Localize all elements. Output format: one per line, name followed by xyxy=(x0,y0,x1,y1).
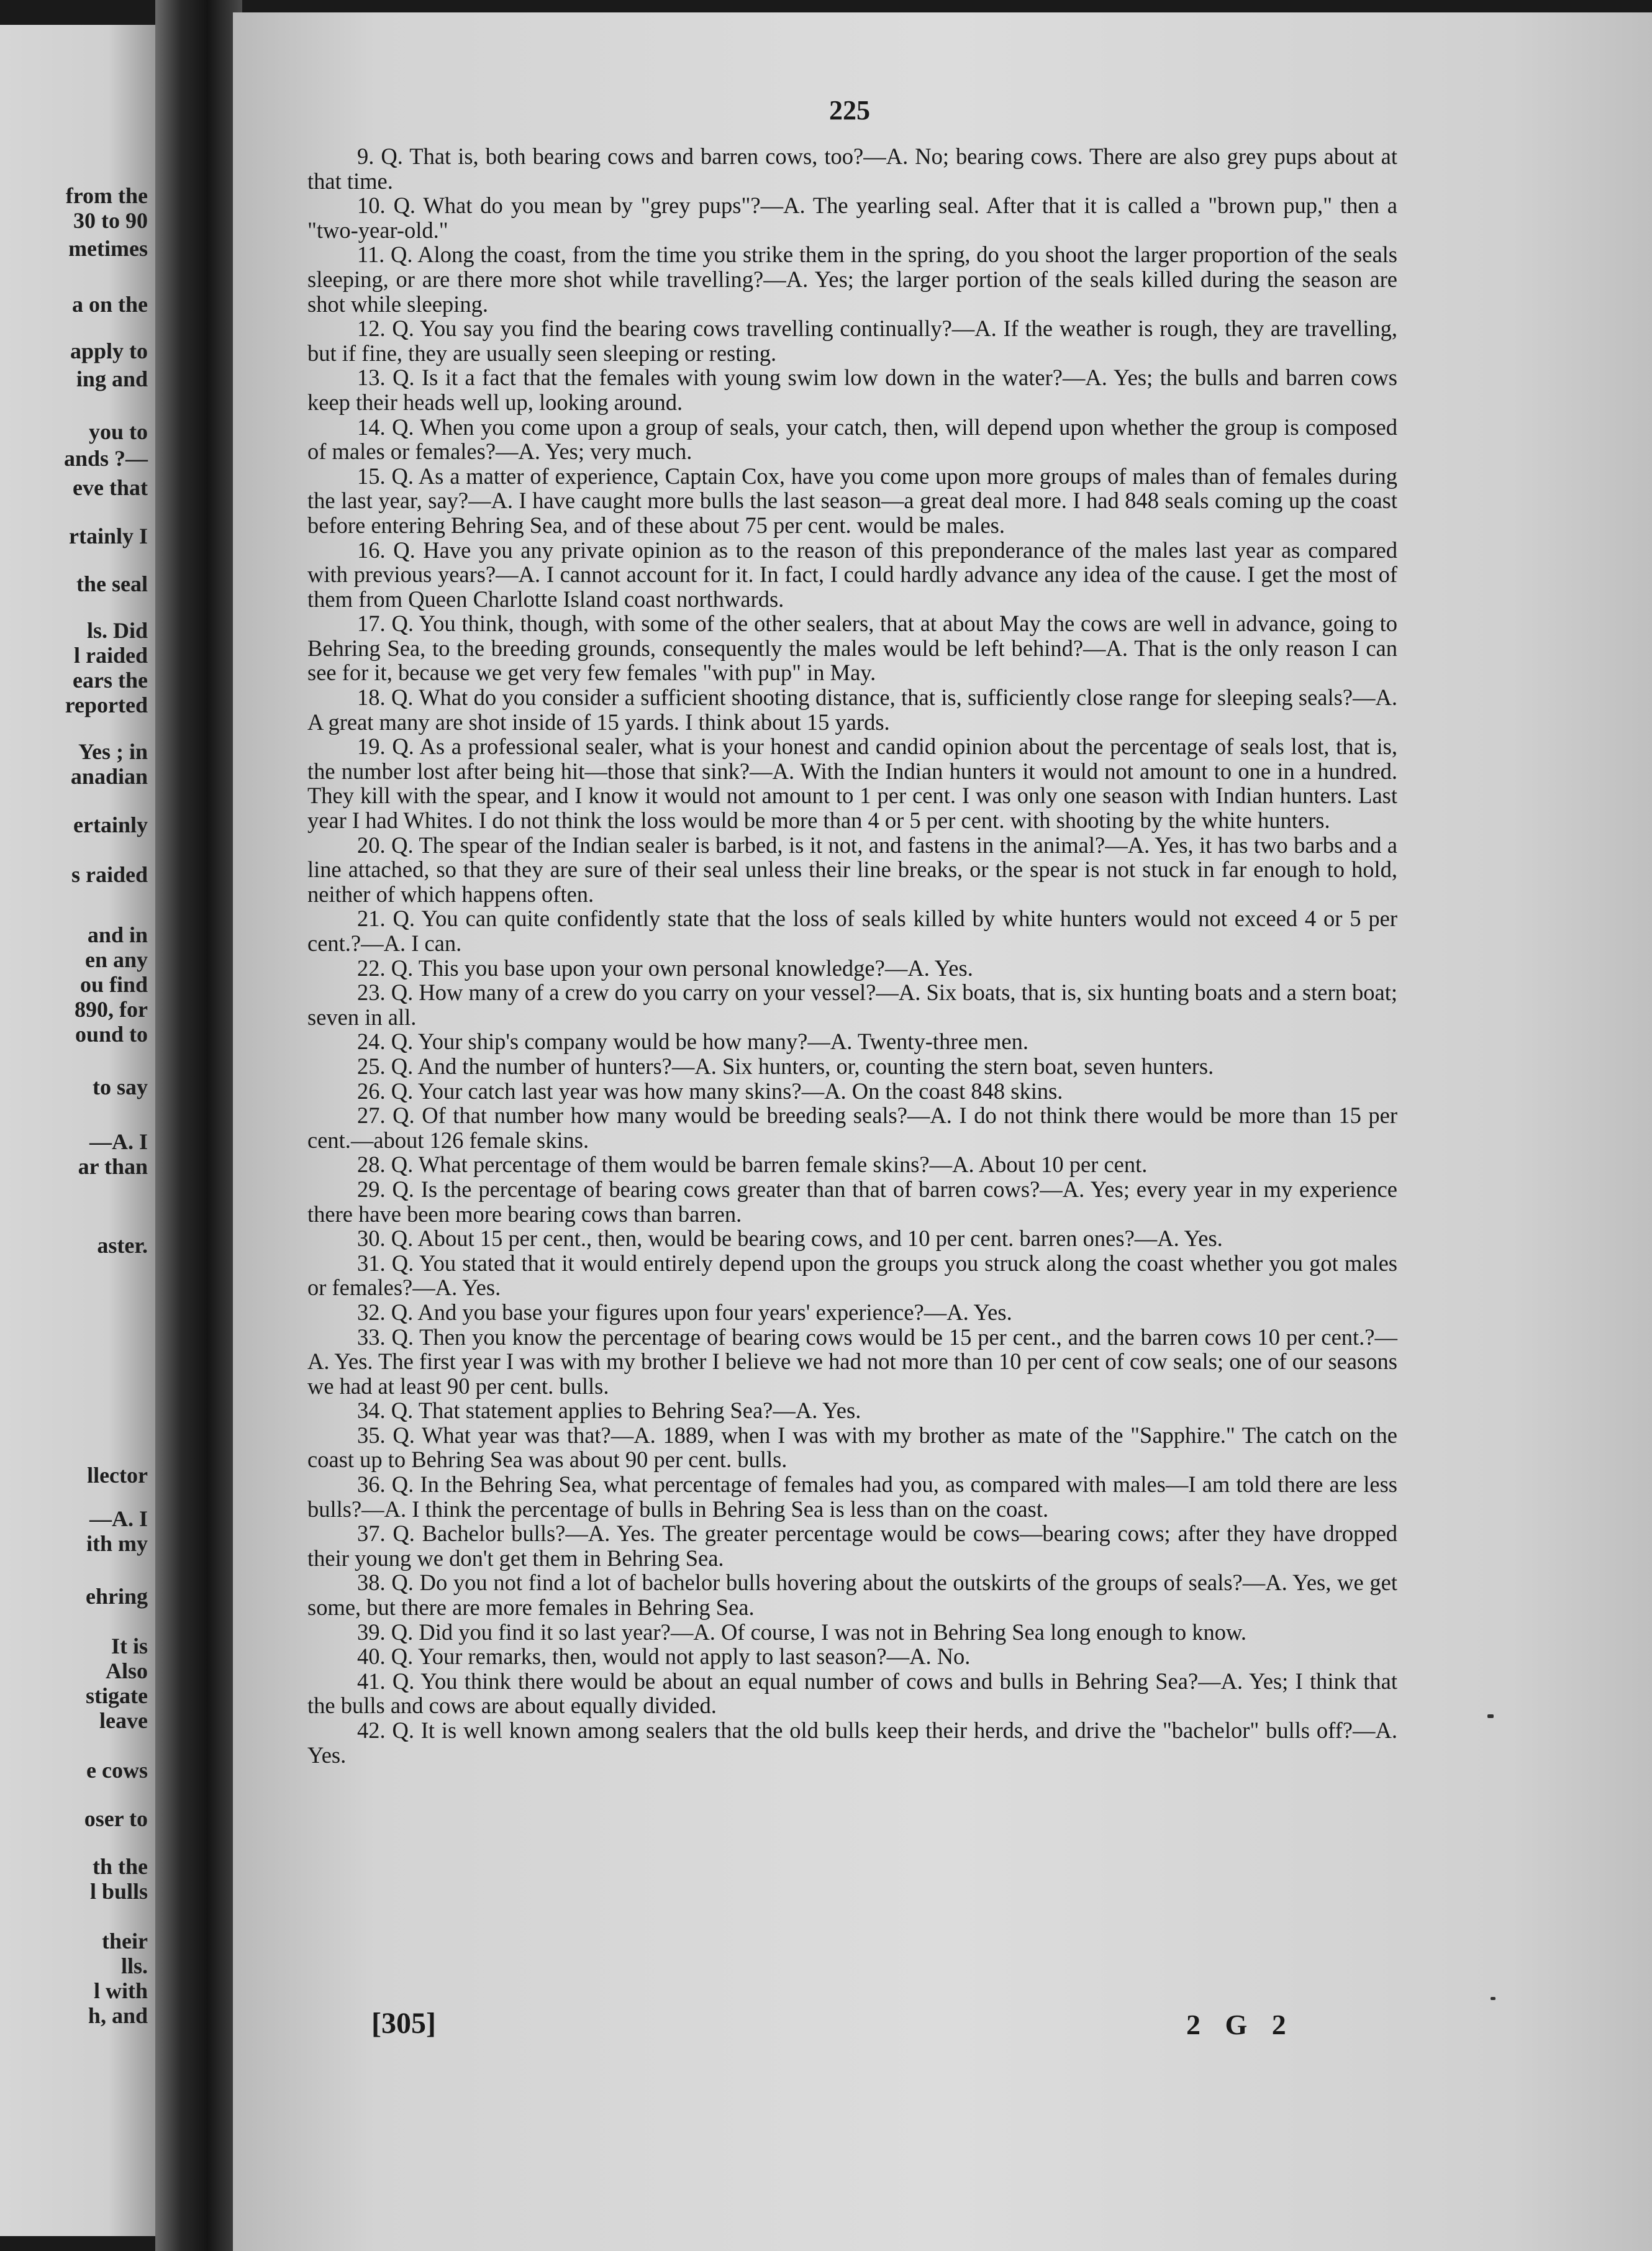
question-answer-paragraph: 16. Q. Have you any private opinion as to the reason of this preponderance of the males last year as compared with previous years?—A. I cannot account for it. In fact, I could hardly advance any idea of the cause. I get the most of them from Queen Charlotte Island coast northwards. xyxy=(307,537,1397,612)
left-page-fragment: l raided xyxy=(73,643,148,668)
left-page-fragment: ears the xyxy=(73,668,148,693)
left-page-fragment: 30 to 90 xyxy=(73,208,148,233)
question-answer-paragraph: 13. Q. Is it a fact that the females with young swim low down in the water?—A. Yes; the bulls and barren cows keep their heads well up, looking around. xyxy=(307,365,1397,415)
left-page-fragment: llector xyxy=(87,1463,148,1488)
question-answer-paragraph: 37. Q. Bachelor bulls?—A. Yes. The greater percentage would be cows—bearing cows; after they have dropped their young we don't get them in Behring Sea. xyxy=(307,1521,1397,1571)
question-answer-paragraph: 27. Q. Of that number how many would be breeding seals?—A. I do not think there would be more than 15 per cent.—about 126 female skins. xyxy=(307,1103,1397,1153)
left-page-fragment: rtainly I xyxy=(68,524,148,548)
question-answer-paragraph: 25. Q. And the number of hunters?—A. Six hunters, or, counting the stern boat, seven hunters. xyxy=(357,1053,1214,1079)
testimony-text xyxy=(307,144,1397,1767)
signature-mark: [305] xyxy=(371,2007,436,2040)
question-answer-paragraph: 38. Q. Do you not find a lot of bachelor bulls hovering about the outskirts of the groups of seals?—A. Yes, we get some, but there are more females in Behring Sea. xyxy=(307,1570,1397,1621)
sheet-mark: 2 G 2 xyxy=(1186,2009,1295,2040)
left-page-fragment: from the xyxy=(65,183,148,208)
question-answer-paragraph: 41. Q. You think there would be about an equal number of cows and bulls in Behring Sea?—A. Yes; I think that the bulls and cows are about equally divided. xyxy=(307,1668,1397,1719)
book-gutter xyxy=(155,0,242,2251)
left-page-fragment: ar than xyxy=(78,1154,148,1179)
left-page-fragment: l bulls xyxy=(89,1879,148,1904)
question-answer-paragraph: 20. Q. The spear of the Indian sealer is barbed, is it not, and fastens in the animal?—A. Yes, it has two barbs and a line attached, so that they are sure of their seal unless their line breaks, or the spear is not stuck in far enough to hold, neither of which happens often. xyxy=(307,832,1397,907)
question-answer-paragraph: 36. Q. In the Behring Sea, what percentage of females had you, as compared with males—I am told there are less bulls?—A. I think the percentage of bulls in Behring Sea is less than on the coast. xyxy=(307,1471,1397,1522)
left-page-fragment: ou find xyxy=(79,972,148,997)
question-answer-paragraph: 31. Q. You stated that it would entirely depend upon the groups you struck along the coast whether you got males or females?—A. Yes. xyxy=(307,1250,1397,1301)
question-answer-paragraph: 15. Q. As a matter of experience, Captain Cox, have you come upon more groups of males than of females during the last year, say?—A. I have caught more bulls the last season—a great deal more. I had 848 seals coming up the coast before entering Behring Sea, and of these about 75 per cent. would be males. xyxy=(307,463,1397,538)
ink-speck xyxy=(1491,1997,1495,2000)
left-page-fragment: en any xyxy=(84,947,148,972)
question-answer-paragraph: 26. Q. Your catch last year was how many skins?—A. On the coast 848 skins. xyxy=(357,1078,1063,1104)
left-page-fragment: 890, for xyxy=(75,997,148,1022)
question-answer-paragraph: 39. Q. Did you find it so last year?—A. Of course, I was not in Behring Sea long enough to know. xyxy=(357,1619,1247,1645)
question-answer-paragraph: 23. Q. How many of a crew do you carry on your vessel?—A. Six boats, that is, six hunting boats and a stern boat; seven in all. xyxy=(307,980,1397,1030)
left-page-fragment: metimes xyxy=(68,236,148,261)
left-page-fragment: ith my xyxy=(86,1531,148,1556)
question-answer-paragraph: 35. Q. What year was that?—A. 1889, when I was with my brother as mate of the "Sapphire." The catch on the coast up to Behring Sea was about 90 per cent. bulls. xyxy=(307,1422,1397,1473)
left-page-fragment: reported xyxy=(65,693,148,717)
left-page-fragment: It is xyxy=(111,1634,148,1658)
left-page-fragment: you to xyxy=(88,419,148,444)
left-page-fragment: ehring xyxy=(85,1584,148,1609)
left-page-fragment: ertainly xyxy=(73,812,148,837)
left-page-fragment: oser to xyxy=(84,1806,148,1831)
left-page-fragment: lls. xyxy=(120,1953,148,1978)
left-page-fragment: and in xyxy=(87,922,148,947)
question-answer-paragraph: 21. Q. You can quite confidently state that the loss of seals killed by white hunters would not exceed 4 or 5 per cent.?—A. I can. xyxy=(307,906,1397,956)
left-page-fragment: th the xyxy=(93,1854,148,1879)
left-page-fragment: l with xyxy=(93,1978,148,2003)
page-number: 225 xyxy=(829,95,870,125)
question-answer-paragraph: 24. Q. Your ship's company would be how many?—A. Twenty-three men. xyxy=(357,1029,1028,1055)
question-answer-paragraph: 30. Q. About 15 per cent., then, would be bearing cows, and 10 per cent. barren ones?—A. Yes. xyxy=(357,1226,1223,1252)
left-page-fragment: their xyxy=(102,1929,148,1953)
left-page-fragment: aster. xyxy=(97,1233,148,1258)
question-answer-paragraph: 33. Q. Then you know the percentage of bearing cows would be 15 per cent., and the barren cows 10 per cent.?—A. Yes. The first year I was with my brother I believe we had not more than 10 per cent of cow seals; one of our seasons we had at least 90 per cent. bulls. xyxy=(307,1324,1397,1399)
question-answer-paragraph: 29. Q. Is the percentage of bearing cows greater than that of barren cows?—A. Yes; every year in my experience there have been more bearing cows than barren. xyxy=(307,1176,1397,1227)
question-answer-paragraph: 11. Q. Along the coast, from the time you strike them in the spring, do you shoot the larger proportion of the seals sleeping, or are there more shot while travelling?—A. Yes; the larger portion of the seals killed during the season are shot while sleeping. xyxy=(307,242,1397,317)
question-answer-paragraph: 40. Q. Your remarks, then, would not apply to last season?—A. No. xyxy=(357,1644,971,1670)
question-answer-paragraph: 32. Q. And you base your figures upon four years' experience?—A. Yes. xyxy=(357,1299,1012,1325)
question-answer-paragraph: 19. Q. As a professional sealer, what is your honest and candid opinion about the percentage of seals lost, that is, the number lost after being hit—those that sink?—A. With the Indian hunters it would not amount to one in a hundred. They kill with the spear, and I know it would not amount to 1 per cent. I was only one season with Indian hunters. Last year I had Whites. I do not think the loss would be more than 4 or 5 per cent. with shooting by the white hunters. xyxy=(307,734,1397,834)
left-page-fragment: apply to xyxy=(70,339,148,363)
question-answer-paragraph: 9. Q. That is, both bearing cows and barren cows, too?—A. No; bearing cows. There are also grey pups about at that time. xyxy=(307,143,1397,194)
left-page-fragment: —A. I xyxy=(89,1506,148,1531)
left-page-fragment: the seal xyxy=(76,571,148,596)
question-answer-paragraph: 18. Q. What do you consider a sufficient shooting distance, that is, sufficiently close range for sleeping seals?—A. A great many are shot inside of 15 yards. I think about 15 yards. xyxy=(307,684,1397,735)
ink-speck xyxy=(1487,1714,1494,1718)
question-answer-paragraph: 17. Q. You think, though, with some of the other sealers, that at about May the cows are well in advance, going to Behring Sea, to the breeding grounds, consequently the males would be left behind?—A. That is the only reason I can see for it, because we get very few females "with pup" in May. xyxy=(307,611,1397,686)
left-page-fragment: anadian xyxy=(70,764,148,789)
left-page-fragment: stigate xyxy=(86,1683,148,1708)
left-page-fragment: Also xyxy=(105,1658,148,1683)
left-page-fragment: h, and xyxy=(88,2003,148,2028)
left-page-fragment: leave xyxy=(99,1708,148,1733)
question-answer-paragraph: 12. Q. You say you find the bearing cows travelling continually?—A. If the weather is rough, they are travelling, but if fine, they are usually seen sleeping or resting. xyxy=(307,316,1397,366)
left-page-fragment: —A. I xyxy=(89,1129,148,1154)
question-answer-paragraph: 42. Q. It is well known among sealers that the old bulls keep their herds, and drive the "bachelor" bulls off?—A. Yes. xyxy=(307,1717,1397,1768)
left-page-fragment: e cows xyxy=(86,1758,148,1783)
left-page-fragment: ands ?— xyxy=(63,446,148,471)
left-page-fragment: ing and xyxy=(76,366,148,391)
left-page-fragment: s raided xyxy=(71,862,148,887)
question-answer-paragraph: 34. Q. That statement applies to Behring Sea?—A. Yes. xyxy=(357,1398,861,1424)
left-page-fragment: eve that xyxy=(73,475,148,500)
left-page-fragment: a on the xyxy=(71,292,148,317)
question-answer-paragraph: 14. Q. When you come upon a group of seals, your catch, then, will depend upon whether the group is composed of males or females?—A. Yes; very much. xyxy=(307,414,1397,465)
left-page-fragment: to say xyxy=(93,1075,148,1099)
question-answer-paragraph: 22. Q. This you base upon your own personal knowledge?—A. Yes. xyxy=(357,955,973,981)
left-page-fragment: ound to xyxy=(75,1022,148,1047)
question-answer-paragraph: 28. Q. What percentage of them would be barren female skins?—A. About 10 per cent. xyxy=(357,1152,1148,1178)
left-page-edge xyxy=(0,25,155,2236)
left-page-fragment: Yes ; in xyxy=(78,739,148,764)
question-answer-paragraph: 10. Q. What do you mean by "grey pups"?—A. The yearling seal. After that it is called a "brown pup," then a "two-year-old." xyxy=(307,193,1397,243)
left-page-fragment: ls. Did xyxy=(86,618,148,643)
